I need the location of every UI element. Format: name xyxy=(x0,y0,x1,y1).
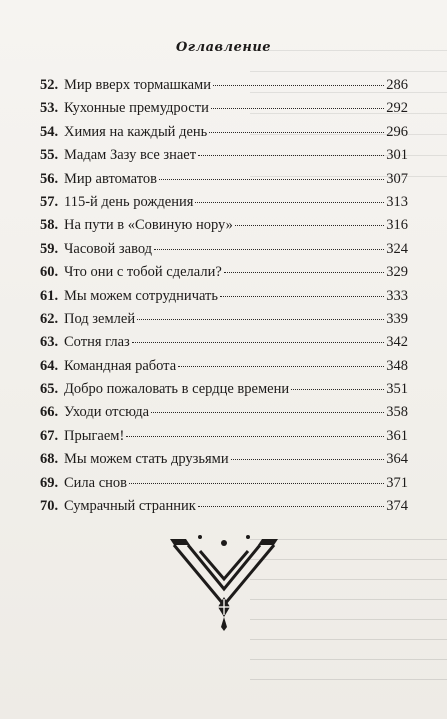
dot-leader xyxy=(291,389,384,390)
chapter-number: 57. xyxy=(40,193,59,210)
dot-leader xyxy=(220,296,384,297)
chapter-number: 61. xyxy=(40,287,59,304)
chapter-title: Добро пожаловать в сердце времени xyxy=(64,381,290,398)
chapter-title: Мы можем сотрудничать xyxy=(64,287,218,304)
dot-leader xyxy=(213,85,384,86)
chapter-title: Уходи отсюда xyxy=(64,404,150,421)
toc-entry xyxy=(40,264,408,287)
chapter-number: 63. xyxy=(40,334,59,351)
chapter-title: Сумрачный странник xyxy=(64,498,196,515)
chapter-number: 59. xyxy=(40,240,59,257)
table-of-contents xyxy=(40,77,408,521)
chapter-number: 64. xyxy=(40,357,59,374)
dot-leader xyxy=(195,202,384,203)
chapter-title: Мир автоматов xyxy=(64,170,157,187)
page-number: 342 xyxy=(386,334,408,351)
chapter-title: Мы можем стать друзьями xyxy=(64,451,229,468)
chapter-number: 58. xyxy=(40,217,59,234)
page-number: 286 xyxy=(386,77,408,93)
dot-leader xyxy=(129,483,384,484)
toc-entry xyxy=(40,124,408,147)
dot-leader xyxy=(231,459,385,460)
page-number: 292 xyxy=(386,100,408,117)
chapter-number: 70. xyxy=(40,498,59,515)
toc-entry xyxy=(40,358,408,381)
chapter-title: Химия на каждый день xyxy=(64,123,208,140)
page-number: 333 xyxy=(386,287,408,304)
chapter-number: 60. xyxy=(40,264,59,281)
page-number: 324 xyxy=(386,240,408,257)
toc-entry xyxy=(40,311,408,334)
page-number: 307 xyxy=(386,170,408,187)
toc-entry xyxy=(40,404,408,427)
toc-entry xyxy=(40,217,408,240)
dot-leader xyxy=(235,225,384,226)
toc-entry xyxy=(40,475,408,498)
chapter-number: 65. xyxy=(40,381,59,398)
page-number: 313 xyxy=(386,193,408,210)
chapter-number: 54. xyxy=(40,123,59,140)
toc-entry xyxy=(40,451,408,474)
chapter-number: 68. xyxy=(40,451,59,468)
chapter-number: 69. xyxy=(40,474,59,491)
chapter-number: 56. xyxy=(40,170,59,187)
page-number: 301 xyxy=(386,147,408,164)
ornamental-chevron-emblem-icon xyxy=(170,531,278,631)
chapter-title: 115-й день рождения xyxy=(64,193,194,210)
toc-entry xyxy=(40,171,408,194)
dot-leader xyxy=(159,179,384,180)
page-number: 329 xyxy=(386,264,408,281)
dot-leader xyxy=(209,132,384,133)
chapter-number: 53. xyxy=(40,100,59,117)
page-number: 358 xyxy=(386,404,408,421)
page-number: 364 xyxy=(386,451,408,468)
chapter-number: 55. xyxy=(40,147,59,164)
page-number: 371 xyxy=(386,474,408,491)
toc-entry xyxy=(40,100,408,123)
chapter-number: 67. xyxy=(40,427,59,444)
toc-entry xyxy=(40,288,408,311)
chapter-title: Прыгаем! xyxy=(64,427,125,444)
chapter-number: 62. xyxy=(40,310,59,327)
toc-entry xyxy=(40,77,408,100)
page-title: Оглавление xyxy=(175,40,272,55)
page-number: 351 xyxy=(386,381,408,398)
page-number: 316 xyxy=(386,217,408,234)
bleed-through-bottom xyxy=(250,520,447,710)
dot-leader xyxy=(198,155,384,156)
dot-leader xyxy=(151,412,384,413)
chapter-title: Мадам Зазу все знает xyxy=(64,147,197,164)
toc-entry xyxy=(40,241,408,264)
chapter-title: Сила снов xyxy=(64,474,128,491)
chapter-title: Под землей xyxy=(64,310,136,327)
toc-entry xyxy=(40,428,408,451)
chapter-title: На пути в «Совиную нору» xyxy=(64,217,233,234)
dot-leader xyxy=(137,319,384,320)
page-number: 339 xyxy=(386,310,408,327)
chapter-title: Командная работа xyxy=(64,357,177,374)
dot-leader xyxy=(211,108,384,109)
dot-leader xyxy=(178,366,384,367)
page-number: 348 xyxy=(386,357,408,374)
toc-entry xyxy=(40,381,408,404)
dot-leader xyxy=(132,342,385,343)
chapter-title: Что они с тобой сделали? xyxy=(64,264,222,281)
toc-entry xyxy=(40,334,408,357)
dot-leader xyxy=(224,272,384,273)
toc-entry xyxy=(40,147,408,170)
chapter-title: Кухонные премудрости xyxy=(64,100,209,117)
dot-leader xyxy=(154,249,384,250)
page-number: 374 xyxy=(386,498,408,515)
chapter-number: 66. xyxy=(40,404,59,421)
chapter-title: Часовой завод xyxy=(64,240,153,257)
toc-entry xyxy=(40,194,408,217)
chapter-title: Мир вверх тормашками xyxy=(64,77,211,93)
page-number: 296 xyxy=(386,123,408,140)
toc-entry xyxy=(40,498,408,521)
dot-leader xyxy=(198,506,384,507)
chapter-title: Сотня глаз xyxy=(64,334,130,351)
page-number: 361 xyxy=(386,427,408,444)
dot-leader xyxy=(126,436,384,437)
chapter-number: 52. xyxy=(40,77,59,93)
